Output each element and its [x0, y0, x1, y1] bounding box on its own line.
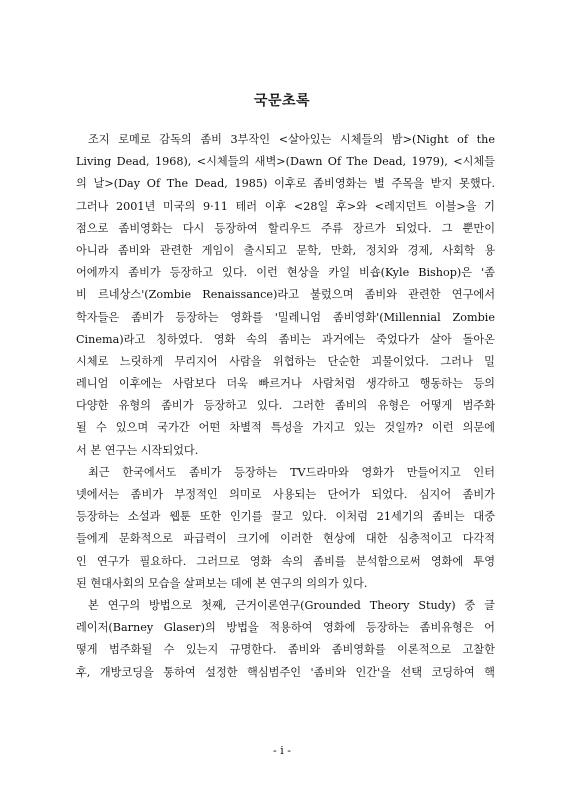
text-line: 후, 개방코딩을 통하여 설정한 핵심범주인 '좀비와 인간'을 선택 코딩하여 핵 — [76, 665, 495, 679]
text-line: 된 현대사회의 모습을 살펴보는 데에 본 연구의 의의가 있다. — [76, 576, 368, 590]
text-line: 레니엄 이후에는 사람보다 더욱 빠르거나 사람처럼 생각하고 행동하는 등의 — [76, 377, 495, 391]
text-line: 어에까지 좀비가 등장하고 있다. 이런 현상을 카일 비숍(Kyle Bishop)은 '좀 — [76, 266, 495, 280]
text-line: 서 본 연구는 시작되었다. — [76, 443, 199, 457]
text-line: 될 수 있으며 국가간 어떤 차별적 특성을 가지고 있는 것일까? 이런 의문에 — [76, 421, 495, 435]
text-line: 떻게 범주화될 수 있는지 규명한다. 좀비와 좀비영화를 이론적으로 고찰한 — [76, 643, 495, 657]
text-line: 의 날>(Day Of The Dead, 1985) 이후로 좀비영화는 별 주목을 받지 못했다. — [76, 177, 495, 191]
abstract-body — [76, 129, 495, 684]
text-line: 인 연구가 필요하다. 그러므로 영화 속의 좀비를 분석함으로써 영화에 투영 — [76, 554, 495, 568]
text-line: 비 르네상스'(Zombie Renaissance)라고 불렀으며 좀비와 관련한 연구에서 — [76, 288, 495, 302]
text-line: 시체로 느릿하게 무리지어 사람을 위협하는 단순한 괴물이었다. 그러나 밀 — [76, 354, 495, 368]
text-line: 아니라 좀비와 관련한 게임이 출시되고 문학, 만화, 정치와 경제, 사회학 용 — [76, 243, 495, 257]
text-line: 다양한 유형의 좀비가 등장하고 있다. 그러한 좀비의 유형은 어떻게 범주화 — [76, 399, 495, 413]
text-line: Cinema)라고 칭하였다. 영화 속의 좀비는 과거에는 죽었다가 살아 돌아온 — [76, 332, 495, 346]
text-line: 최근 한국에서도 좀비가 등장하는 TV드라마와 영화가 만들어지고 인터 — [88, 465, 495, 479]
text-line: Living Dead, 1968), <시체들의 새벽>(Dawn Of The Dead, 1979), <시체들 — [76, 155, 495, 169]
text-line: 넷에서는 좀비가 부정적인 의미로 사용되는 단어가 되었다. 심지어 좀비가 — [76, 488, 495, 501]
text-line: 레이저(Barney Glaser)의 방법을 적용하여 영화에 등장하는 좀비유형은 어 — [76, 621, 495, 635]
text-line: 학자들은 좀비가 등장하는 영화를 '밀레니엄 좀비영화'(Millennial Zombie — [76, 310, 495, 324]
page-number: - i - — [273, 744, 291, 757]
text-line: 점으로 좀비영화는 다시 등장하여 할리우드 주류 장르가 되었다. 그 뿐만이 — [76, 221, 495, 235]
page-title: 국문초록 — [253, 93, 311, 109]
text-line: 본 연구의 방법으로 첫째, 근거이론연구(Grounded Theory Study) 중 글 — [88, 598, 495, 612]
text-line: 들에게 문화적으로 파급력이 크기에 이러한 현상에 대한 심층적이고 다각적 — [76, 532, 495, 546]
text-line: 등장하는 소설과 웹툰 또한 인기를 끌고 있다. 이처럼 21세기의 좀비는 대중 — [76, 510, 495, 524]
text-line: 그러나 2001년 미국의 9·11 테러 이후 <28일 후>와 <레지던트 이블>을 기 — [76, 199, 495, 213]
text-line: 조지 로메로 감독의 좀비 3부작인 <살아있는 시체들의 밤>(Night of the — [88, 133, 495, 146]
